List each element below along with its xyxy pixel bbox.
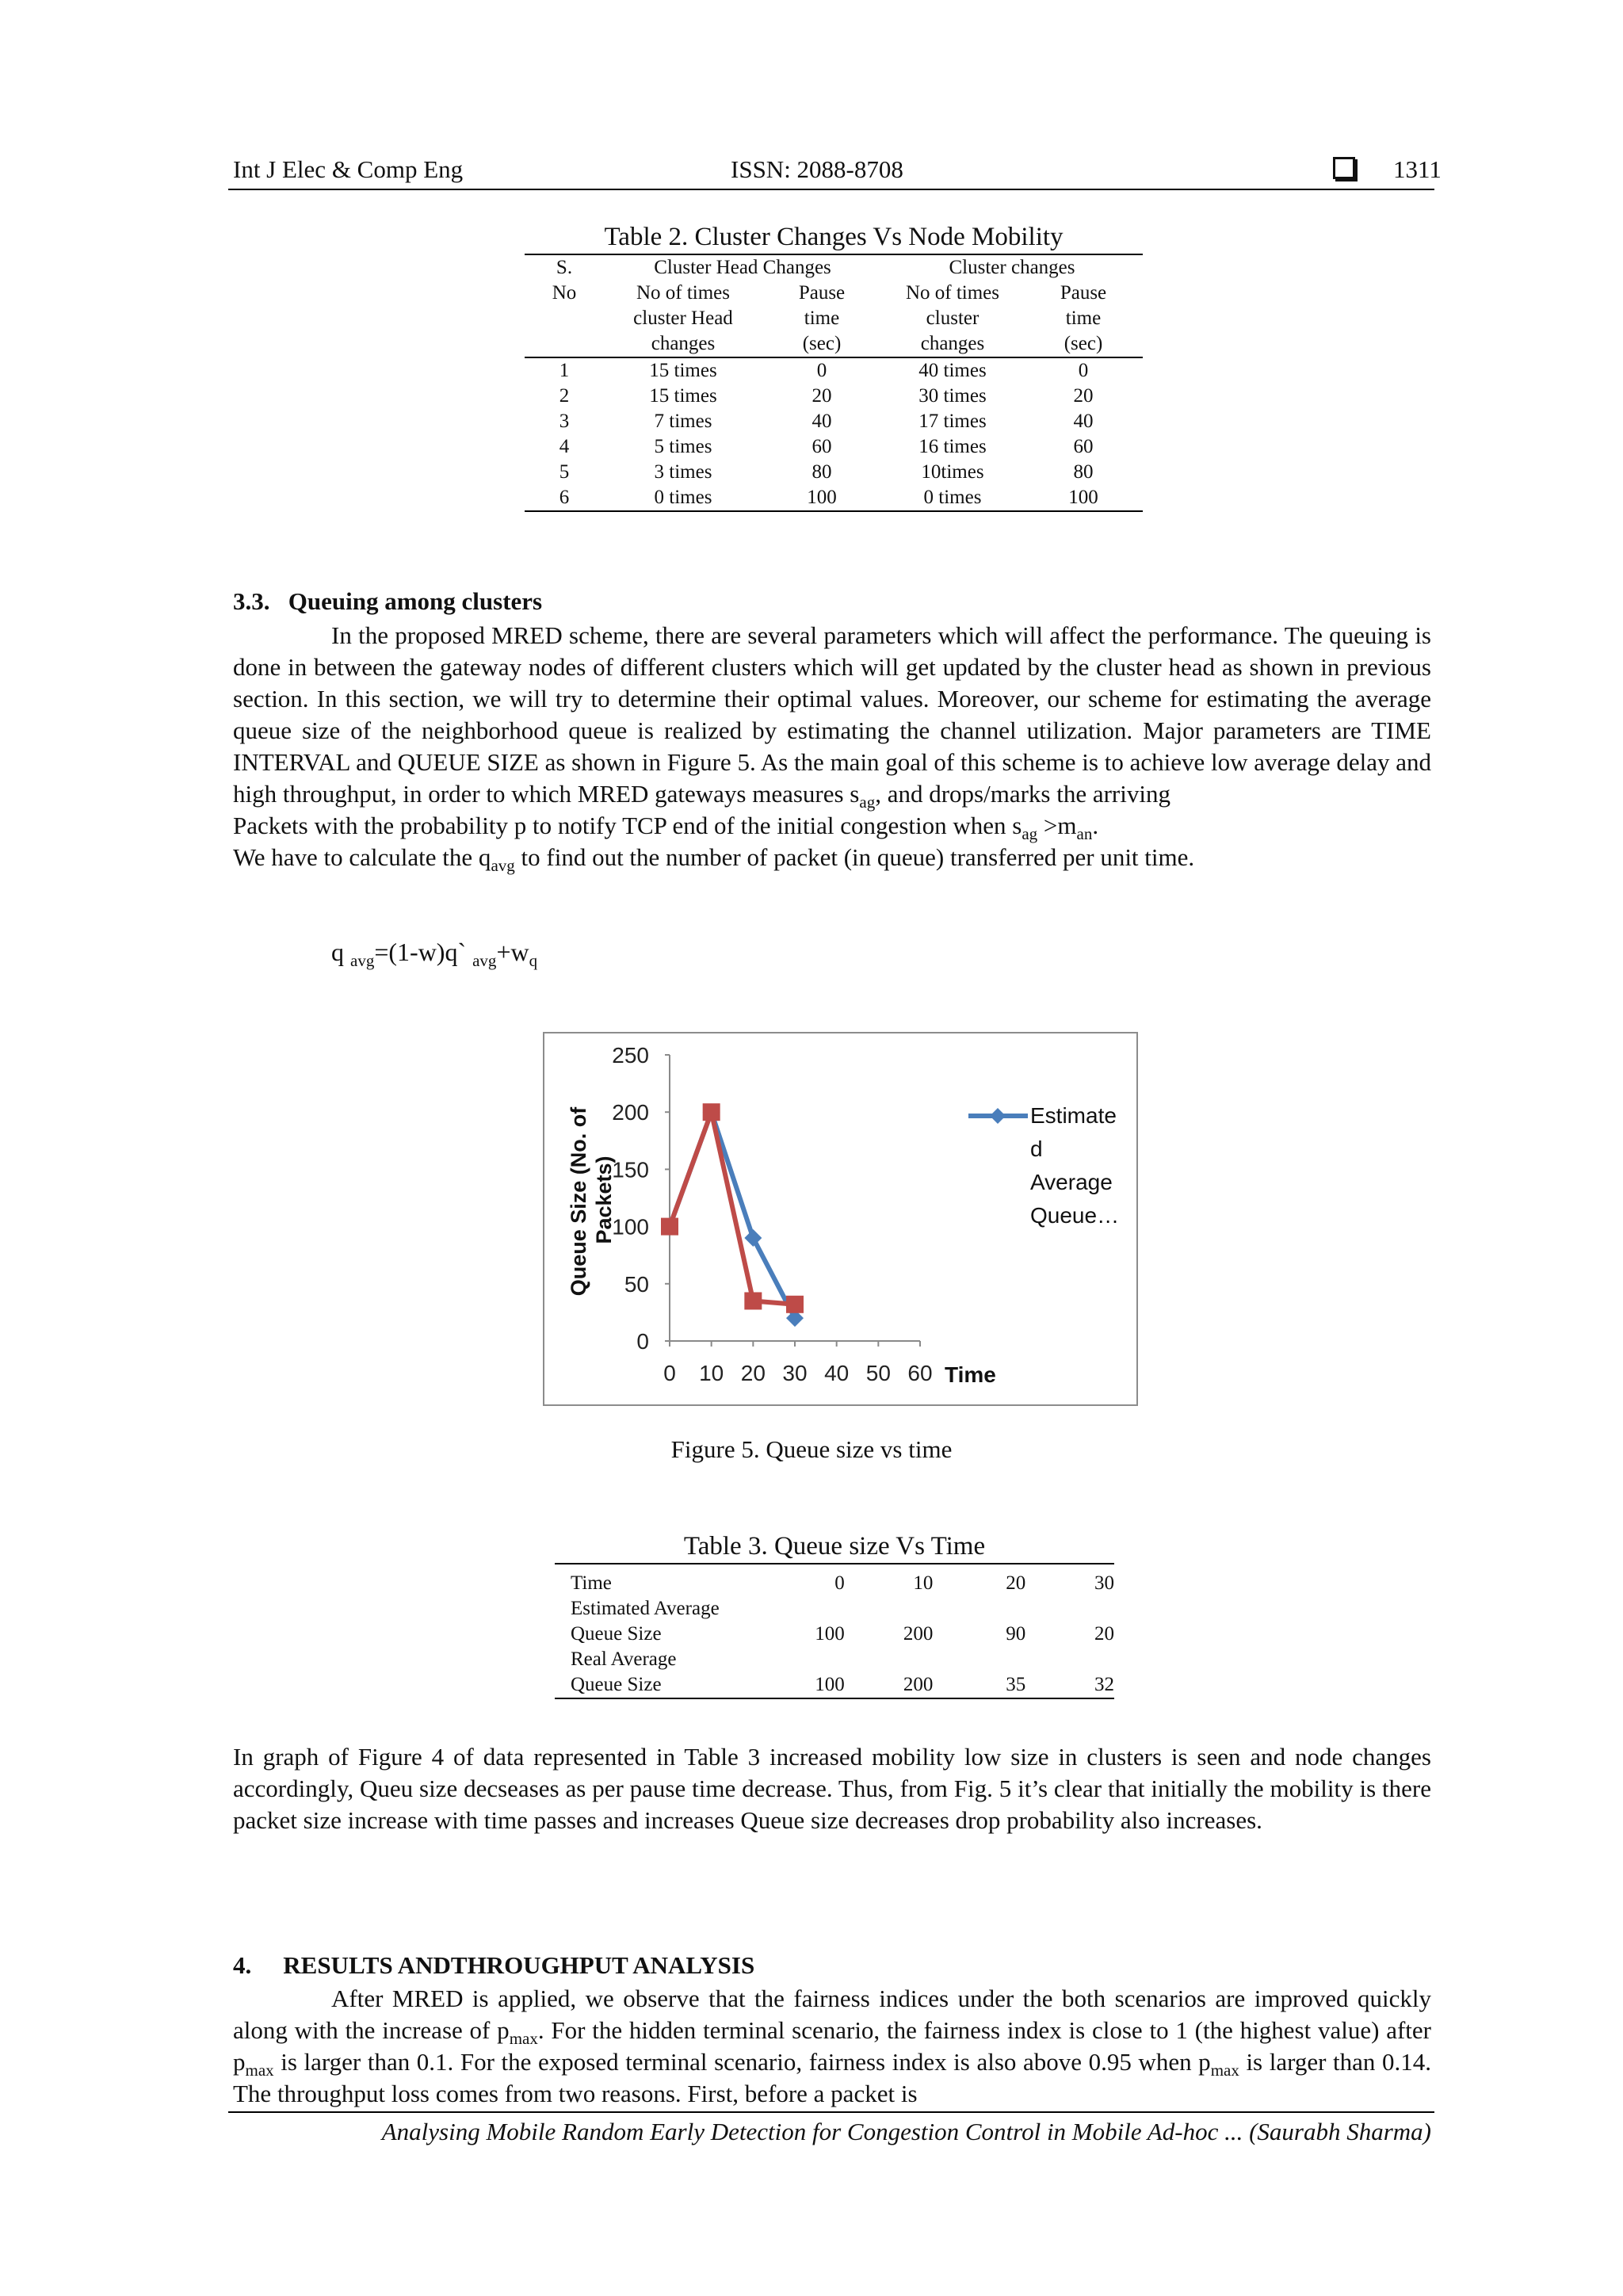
table-cell: 3 times [654,461,712,483]
table-cell: 1 [559,360,570,381]
subheader-cell: (sec) [1024,331,1143,357]
data-point [703,1103,720,1121]
table-cell: 100 [1024,485,1143,511]
table-row [555,1622,1114,1647]
text: After MRED is applied, we observe that the fairness indices under the both scenarios are improved quickly along with the increase of p [233,1985,1431,2044]
subscript: max [1210,2061,1239,2080]
table-cell: 15 times [649,360,717,381]
subscript: avg [491,856,515,875]
section-3-3-heading [233,587,542,616]
table-cell: 30 [1094,1572,1114,1594]
text: . [1092,812,1099,839]
table-cell: 20 [1073,385,1094,407]
table-subheader-row [525,331,1143,357]
header-cluster-changes: Cluster changes [881,254,1143,281]
table-cell: 5 times [654,436,712,457]
table-row [525,409,1143,434]
subheader-cell: No of times [905,282,1000,304]
subheader-cell: time [804,308,840,329]
text: Packets with the probability p to notify TCP end of the initial congestion when s [233,812,1022,839]
data-point [744,1229,762,1247]
x-tick-label: 50 [865,1361,891,1385]
chart-svg [544,1033,1136,1404]
eq-sub: avg [472,951,497,970]
section-number: 4. [233,1951,252,1979]
table-cell: 16 times [918,436,987,457]
table-row [525,384,1143,409]
table-row [555,1672,1114,1698]
table-cell: 30 times [918,385,987,407]
subscript: max [245,2061,274,2080]
section-number: 3.3. [233,587,270,615]
legend-label: d [1030,1137,1043,1161]
table-cell: 6 [525,485,604,511]
legend-marker [990,1108,1006,1124]
table-cell: 90 [1006,1623,1026,1645]
data-point [661,1218,678,1236]
text: to find out the number of packet (in queue) transferred per unit time. [514,843,1195,871]
table-cell: 15 times [649,385,717,407]
header-rule [228,189,1434,190]
figure-5-caption: Figure 5. Queue size vs time [670,1435,953,1463]
table-cell: 0 [816,360,827,381]
row-label-estimated: Estimated Average [571,1598,720,1619]
paragraph [233,810,1431,842]
table-2-grid [525,254,1143,512]
page-number: 1311 [1393,155,1442,183]
eq-sub: avg [350,951,375,970]
legend-label: Estimate [1030,1103,1117,1128]
table-cell: 10 [913,1572,934,1594]
eq-part: q [331,938,350,966]
journal-name: Int J Elec & Comp Eng [233,155,464,183]
y-tick-label: 250 [612,1043,649,1068]
section-4-body [233,1983,1431,2110]
data-point [786,1296,804,1313]
section-title: RESULTS ANDTHROUGHPUT ANALYSIS [283,1951,755,1979]
section-4-heading [233,1951,754,1980]
subscript: an [1076,824,1093,843]
running-footer: Analysing Mobile Random Early Detection for Congestion Control in Mobile Ad-hoc ... (Saurabh Sharma) [381,2118,1431,2145]
legend-label: Average [1030,1170,1113,1194]
table-cell: 60 [1073,436,1094,457]
table-2-caption: Table 2. Cluster Changes Vs Node Mobility [604,223,1064,251]
paragraph [233,842,1431,873]
footer-rule [228,2111,1434,2113]
table-3-caption: Table 3. Queue size Vs Time [555,1530,1114,1564]
subheader-cell: Pause [798,282,846,304]
paragraph: In graph of Figure 4 of data represented in Table 3 increased mobility low size in clusters is seen and node changes accordingly, Queu size decseases as per pause time decrease. Thus, from Fig. 5 it’s clear that initially the mobility is there packet size increase with time passes and increases Queue size decreases drop probability also increases. [233,1743,1431,1834]
table-row [555,1596,1114,1622]
subheader-cell: changes [604,331,762,357]
header-cluster-head-changes: Cluster Head Changes [604,254,881,281]
table-cell: 80 [1073,461,1094,483]
x-tick-label: 20 [740,1361,766,1385]
table-3-grid [555,1564,1114,1699]
table-cell: 0 [834,1572,845,1594]
paragraph [233,1983,1431,2110]
subheader-cell: (sec) [762,331,881,357]
series-line-1 [670,1112,795,1305]
row-label-time: Time [571,1572,612,1594]
x-tick-label: 30 [782,1361,808,1385]
row-label-queue-size: Queue Size [571,1623,662,1645]
table-cell: 40 times [918,360,987,381]
text: is larger than 0.1. For the exposed terminal scenario, fairness index is also above 0.95 when p [273,2048,1211,2076]
y-tick-label: 0 [636,1329,649,1354]
x-tick-label: 40 [824,1361,850,1385]
x-tick-label: 60 [907,1361,933,1385]
subheader-cell: No of times [636,282,731,304]
table-cell: 2 [559,385,570,407]
table-cell: 100 [756,1672,845,1698]
y-tick-label: 200 [612,1100,649,1125]
y-tick-label: 50 [624,1271,649,1297]
paragraph [233,620,1431,810]
text: is larger than 0.14. The throughput loss comes from two reasons. First, before a packet is [233,2048,1431,2107]
table-cell: 35 [933,1672,1025,1698]
legend-label: Queue… [1030,1203,1120,1228]
table-subheader-row [525,281,1143,306]
table-row [555,1647,1114,1672]
text: , and drops/marks the arriving [875,780,1170,808]
subscript: ag [1022,824,1038,843]
issn: ISSN: 2088-8708 [731,155,903,183]
subheader-cell: cluster Head [633,308,733,329]
x-tick-label: 0 [663,1361,676,1385]
table-row [525,434,1143,460]
data-point [744,1292,762,1309]
table-subheader-row [525,306,1143,331]
table-cell: 0 times [604,485,762,511]
table-cell: 40 [812,411,832,432]
table-3 [555,1530,1114,1699]
figure-5-chart [543,1032,1138,1406]
section-3-3-body [233,620,1431,873]
table-row [525,460,1143,485]
subheader-cell: cluster [926,308,980,329]
table-header-row [525,254,1143,281]
discussion-paragraph [233,1741,1431,1836]
subscript: ag [859,793,876,812]
table-cell: 32 [1025,1672,1114,1698]
table-row [555,1571,1114,1596]
table-cell: 200 [903,1623,934,1645]
row-label-real: Real Average [571,1648,677,1670]
row-label-queue-size: Queue Size [555,1672,756,1698]
table-cell: 20 [812,385,832,407]
subscript: max [509,2029,538,2048]
eq-part: +w [496,938,529,966]
table-row [525,357,1143,384]
text: >m [1037,812,1077,839]
table-cell: 7 times [654,411,712,432]
table-cell: 17 times [918,411,987,432]
table-cell: 20 [1006,1572,1026,1594]
page-number-block [1333,155,1442,184]
text: We have to calculate the q [233,843,491,871]
y-axis-title: Queue Size (No. ofPackets) [567,1106,616,1297]
text: In the proposed MRED scheme, there are several parameters which will affect the performance. The queuing is done in between the gateway nodes of different clusters which will get updated by the cluster head as shown in previous section. In this section, we will try to determine their optimal values. Moreover, our scheme for estimating the average queue size of the neighborhood queue is realized by estimating the channel utilization. Major parameters are TIME INTERVAL and QUEUE SIZE as shown in Figure 5. As the main goal of this scheme is to achieve low average delay and high throughput, in order to which MRED gateways measures s [233,621,1431,808]
table-cell: 5 [559,461,570,483]
table-cell: 4 [559,436,570,457]
table-cell: 40 [1073,411,1094,432]
table-cell: 100 [815,1623,845,1645]
x-tick-label: 10 [699,1361,724,1385]
text: . For the hidden terminal scenario, the fairness index is close to 1 (the highest value) after p [233,2016,1432,2076]
x-axis-title: Time [945,1362,996,1387]
table-cell: 10times [921,461,984,483]
table-cell: 0 times [881,485,1024,511]
table-row [525,485,1143,511]
section-title: Queuing among clusters [288,587,543,615]
table-cell: 100 [762,485,881,511]
subheader-cell: time [1065,308,1102,329]
table-cell: 0 [1078,360,1089,381]
eq-part: =(1-w)q` [374,938,473,966]
equation-qavg [331,938,538,970]
subheader-cell: Pause [1060,282,1107,304]
y-tick-label: 150 [612,1157,649,1182]
table-cell: 20 [1094,1623,1114,1645]
table-2 [525,220,1143,512]
header-sno-no: No [552,282,577,304]
table-cell: 80 [812,461,832,483]
header-sno: S. [525,254,604,281]
checkbox-square-icon [1333,157,1355,179]
table-cell: 3 [559,411,570,432]
table-cell: 60 [812,436,832,457]
eq-sub: q [529,951,538,970]
table-cell: 200 [845,1672,934,1698]
subheader-cell: changes [881,331,1024,357]
y-tick-label: 100 [612,1214,649,1240]
